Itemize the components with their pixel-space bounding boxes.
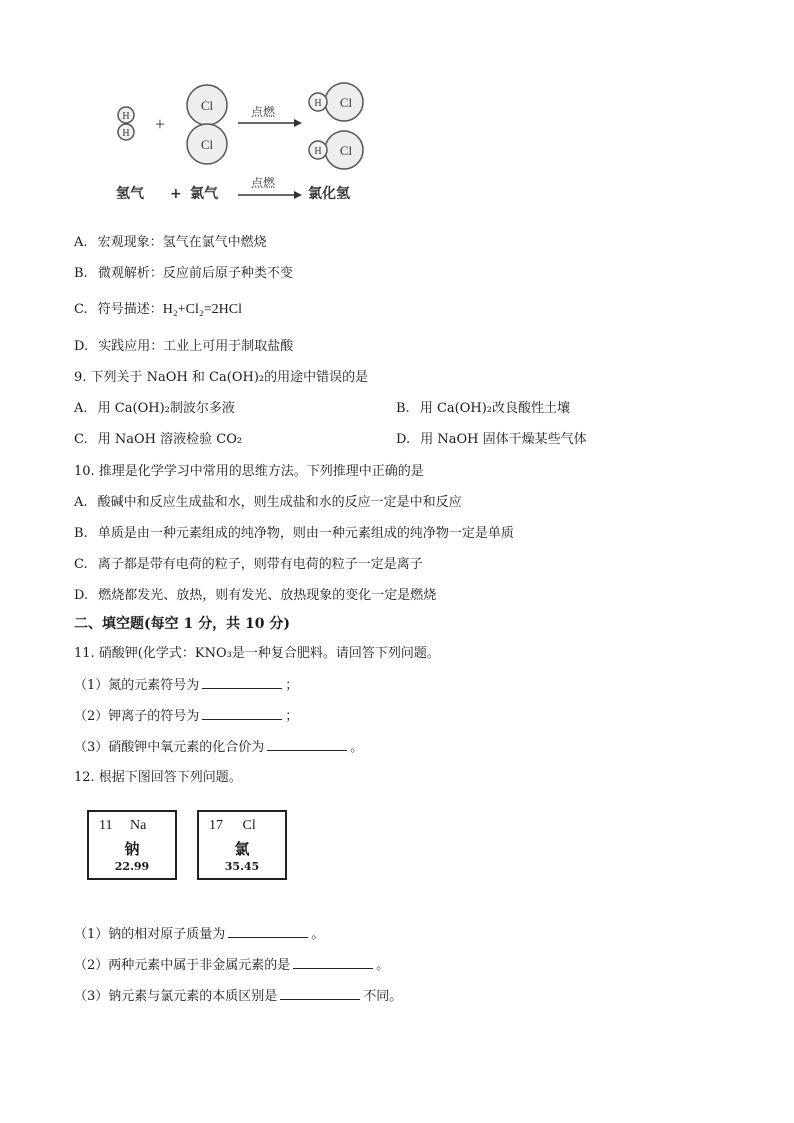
option-letter: A.	[74, 235, 88, 250]
q9-stem: 9. 下列关于 NaOH 和 Ca(OH)₂的用途中错误的是	[74, 370, 369, 385]
element-name: 钠	[124, 840, 140, 858]
h-atom-label: H	[122, 111, 130, 122]
option-text: 微观解析：反应前后原子种类不变	[97, 266, 293, 281]
word-eq-reactant1: 氢气	[116, 186, 144, 202]
q12-item-2	[74, 956, 389, 975]
question-suffix: 不同。	[363, 989, 403, 1004]
product-h-label: H	[314, 146, 322, 157]
option-text: 用 NaOH 固体干燥某些气体	[420, 432, 587, 447]
q10-stem: 10. 推理是化学学习中常用的思维方法。下列推理中正确的是	[74, 464, 424, 479]
word-eq-arrow-label: 点燃	[250, 176, 276, 190]
option-letter: D.	[74, 339, 89, 354]
option-text: 酸碱中和反应生成盐和水，则生成盐和水的反应一定是中和反应	[97, 495, 462, 510]
q11-item-1	[74, 676, 298, 695]
q9-option-c	[74, 431, 242, 449]
q8-option-c	[74, 301, 242, 319]
q10-option-d	[74, 587, 436, 605]
question-text: （3）钠元素与氯元素的本质区别是	[74, 989, 278, 1004]
section-title: 二、填空题(每空 1 分，共 10 分)	[74, 616, 290, 632]
q10-option-c	[74, 556, 423, 574]
element-symbol: Cl	[242, 818, 256, 833]
element-symbol: Na	[129, 818, 147, 833]
question-suffix: 。	[311, 927, 325, 942]
q11-item-2	[74, 707, 298, 726]
q8-option-b	[74, 265, 293, 283]
arrow-condition: 点燃	[250, 105, 276, 119]
option-letter: C.	[74, 557, 88, 572]
answer-blank[interactable]	[202, 676, 282, 689]
q8-option-a	[74, 234, 267, 252]
answer-blank[interactable]	[280, 987, 360, 1000]
atomic-number: 11	[99, 818, 113, 833]
option-letter: A.	[74, 401, 88, 416]
q9-option-a	[74, 400, 235, 418]
q10-option-a	[74, 494, 462, 512]
chemical-equation: H₂+Cl₂=2HCl	[162, 302, 243, 317]
q11-item-3	[74, 738, 363, 757]
question-text: （2）两种元素中属于非金属元素的是	[74, 958, 291, 973]
answer-blank[interactable]	[228, 925, 308, 938]
element-card-sodium	[87, 810, 177, 880]
product-cl-label: Cl	[339, 95, 353, 110]
option-text: 实践应用：工业上可用于制取盐酸	[98, 339, 294, 354]
q9-option-d	[396, 431, 587, 449]
cl-atom-label: Cl	[200, 137, 214, 152]
atomic-mass: 35.45	[224, 860, 260, 873]
answer-blank[interactable]	[267, 738, 347, 751]
question-suffix: ；	[285, 678, 299, 693]
option-text: 燃烧都发光、放热，则有发光、放热现象的变化一定是燃烧	[98, 588, 437, 603]
atomic-number: 17	[209, 818, 223, 833]
option-letter: C.	[74, 432, 88, 447]
option-text: 符号描述：	[97, 302, 163, 317]
question-suffix: 。	[350, 740, 364, 755]
option-letter: D.	[396, 432, 411, 447]
plus-sign: +	[154, 114, 166, 134]
word-eq-product: 氯化氢	[308, 186, 350, 202]
word-eq-reactant2: 氯气	[190, 186, 218, 202]
question-suffix: 。	[376, 958, 390, 973]
reaction-diagram	[108, 78, 378, 208]
atomic-mass: 22.99	[114, 860, 150, 873]
option-letter: A.	[74, 495, 88, 510]
question-text: （1）钠的相对原子质量为	[74, 927, 226, 942]
element-card-chlorine	[197, 810, 287, 880]
question-text: （1）氮的元素符号为	[74, 678, 200, 693]
option-letter: C.	[74, 302, 88, 317]
option-text: 用 NaOH 溶液检验 CO₂	[97, 432, 243, 447]
q12-item-1	[74, 925, 324, 944]
question-suffix: ；	[285, 709, 299, 724]
option-text: 宏观现象：氢气在氯气中燃烧	[97, 235, 267, 250]
option-letter: B.	[74, 266, 88, 281]
q12-stem: 12. 根据下图回答下列问题。	[74, 770, 242, 785]
q11-stem: 11. 硝酸钾(化学式：KNO₃是一种复合肥料。请回答下列问题。	[74, 646, 440, 661]
element-name: 氯	[234, 840, 250, 858]
h-atom-label: H	[122, 128, 130, 139]
product-cl-label: Cl	[339, 143, 353, 158]
q8-option-d	[74, 338, 293, 356]
answer-blank[interactable]	[202, 707, 282, 720]
product-h-label: H	[314, 98, 322, 109]
option-text: 用 Ca(OH)₂改良酸性土壤	[419, 401, 571, 416]
option-letter: D.	[74, 588, 89, 603]
q9-option-b	[396, 400, 570, 418]
answer-blank[interactable]	[293, 956, 373, 969]
question-text: （2）钾离子的符号为	[74, 709, 200, 724]
option-letter: B.	[74, 526, 88, 541]
option-text: 用 Ca(OH)₂制波尔多液	[97, 401, 235, 416]
option-letter: B.	[396, 401, 410, 416]
question-text: （3）硝酸钾中氧元素的化合价为	[74, 740, 265, 755]
option-text: 单质是由一种元素组成的纯净物，则由一种元素组成的纯净物一定是单质	[97, 526, 514, 541]
cl-atom-label: Cl	[200, 98, 214, 113]
q10-option-b	[74, 525, 514, 543]
word-eq-plus: +	[170, 186, 182, 202]
option-text: 离子都是带有电荷的粒子，则带有电荷的粒子一定是离子	[97, 557, 423, 572]
q12-item-3	[74, 987, 402, 1006]
